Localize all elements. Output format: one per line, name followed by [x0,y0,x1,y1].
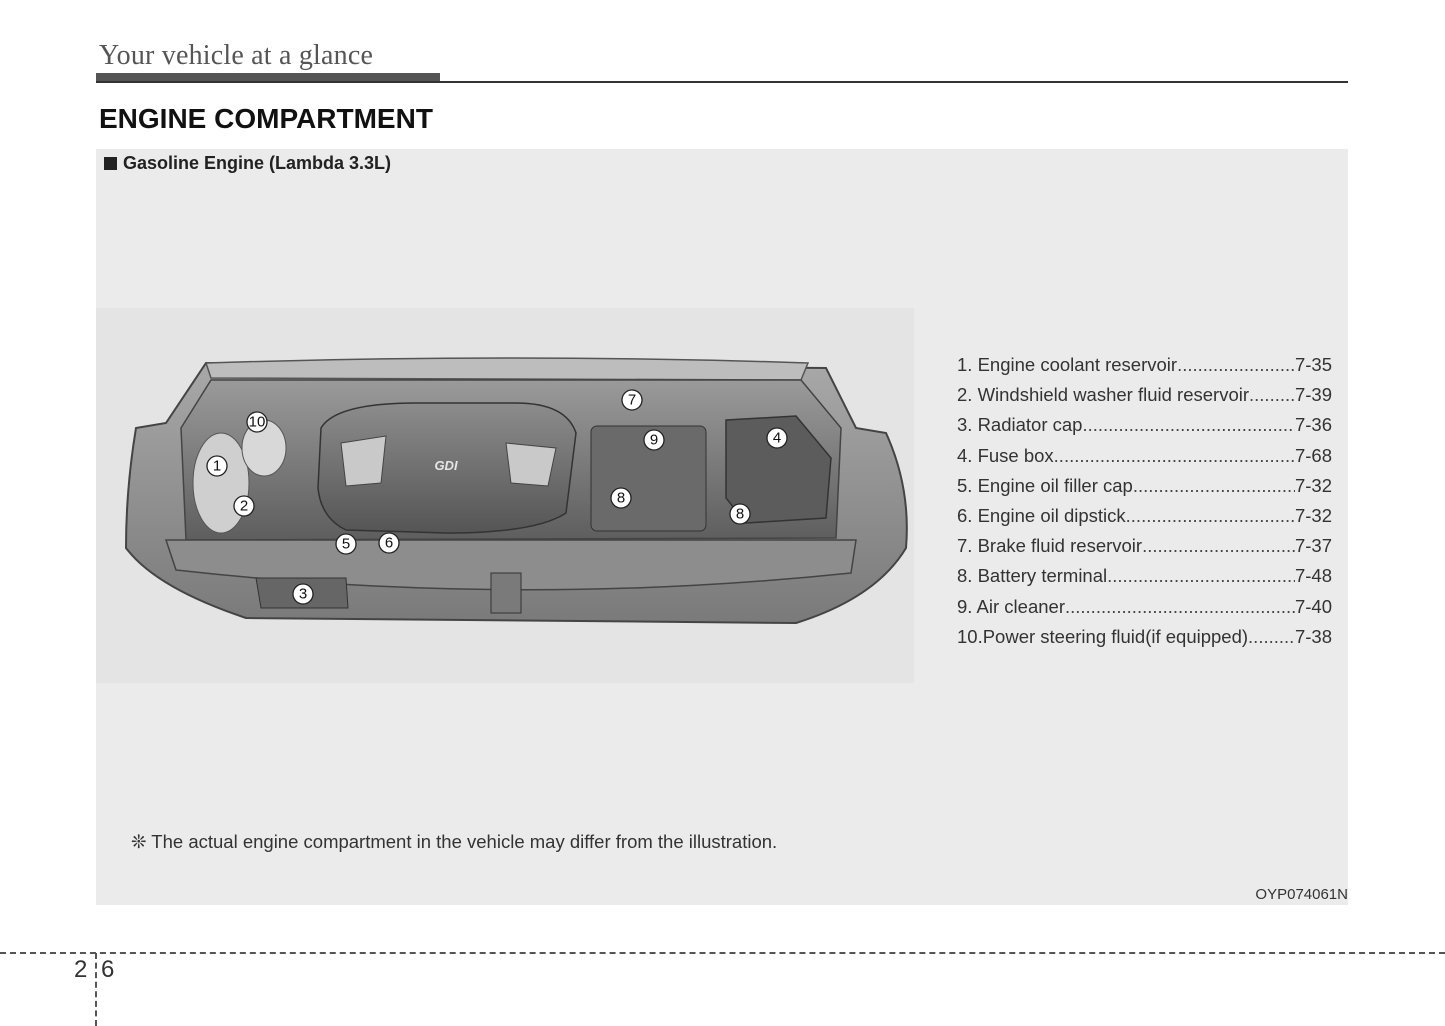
svg-text:6: 6 [384,534,394,552]
svg-text:10: 10 [248,413,266,431]
marker-1 [207,456,227,476]
list-item: 5. Engine oil filler cap ..... 7-32 [957,475,1332,505]
section-header: Your vehicle at a glance [99,40,374,71]
marker-10 [247,412,267,432]
list-item: 9. Air cleaner ..... 7-40 [957,596,1332,626]
footer-divider [0,952,1445,954]
image-code: OYP074061N [1255,886,1348,903]
header-rule [96,81,1348,83]
list-item: 1. Engine coolant reservoir ..... 7-35 [957,354,1332,384]
marker-5 [336,534,356,554]
list-item: 3. Radiator cap ..... 7-36 [957,414,1332,444]
list-item: 8. Battery terminal ..... 7-48 [957,565,1332,595]
subheading-text: Gasoline Engine (Lambda 3.3L) [123,153,392,173]
page-chapter: 2 [74,956,88,983]
header-rule-accent [96,73,440,81]
page-title: ENGINE COMPARTMENT [99,103,433,134]
marker-8a [611,488,631,508]
marker-4 [767,428,787,448]
svg-text:8: 8 [616,489,626,507]
marker-6 [379,533,399,553]
page-number: 6 [101,956,115,983]
svg-text:4: 4 [772,429,782,447]
svg-text:7: 7 [627,391,637,409]
svg-text:1: 1 [212,457,222,475]
marker-3 [293,584,313,604]
list-item: 4. Fuse box ..... 7-68 [957,445,1332,475]
svg-text:8: 8 [735,505,745,523]
subheading [104,153,391,174]
engine-compartment-illustration [96,308,914,683]
illustration-note: ❊ The actual engine compartment in the vehicle may differ from the illustration. [131,831,778,852]
list-item: 10.Power steering fluid(if equipped) ..... 7-38 [957,626,1332,656]
marker-8b [730,504,750,524]
cowl-panel [206,358,808,380]
parts-list [957,354,1332,656]
square-bullet-icon [104,157,117,170]
coolant-reservoir-shape [193,433,249,533]
marker-2 [234,496,254,516]
marker-9 [644,430,664,450]
footer-vertical-divider [95,953,97,1026]
list-item: 2. Windshield washer fluid reservoir ..... 7-39 [957,384,1332,414]
svg-text:5: 5 [341,535,351,553]
gdi-emblem: GDI [434,458,458,473]
svg-text:3: 3 [298,585,308,603]
list-item: 6. Engine oil dipstick ..... 7-32 [957,505,1332,535]
list-item: 7. Brake fluid reservoir ..... 7-37 [957,535,1332,565]
svg-text:9: 9 [649,431,659,449]
svg-text:2: 2 [239,497,249,515]
marker-7 [622,390,642,410]
